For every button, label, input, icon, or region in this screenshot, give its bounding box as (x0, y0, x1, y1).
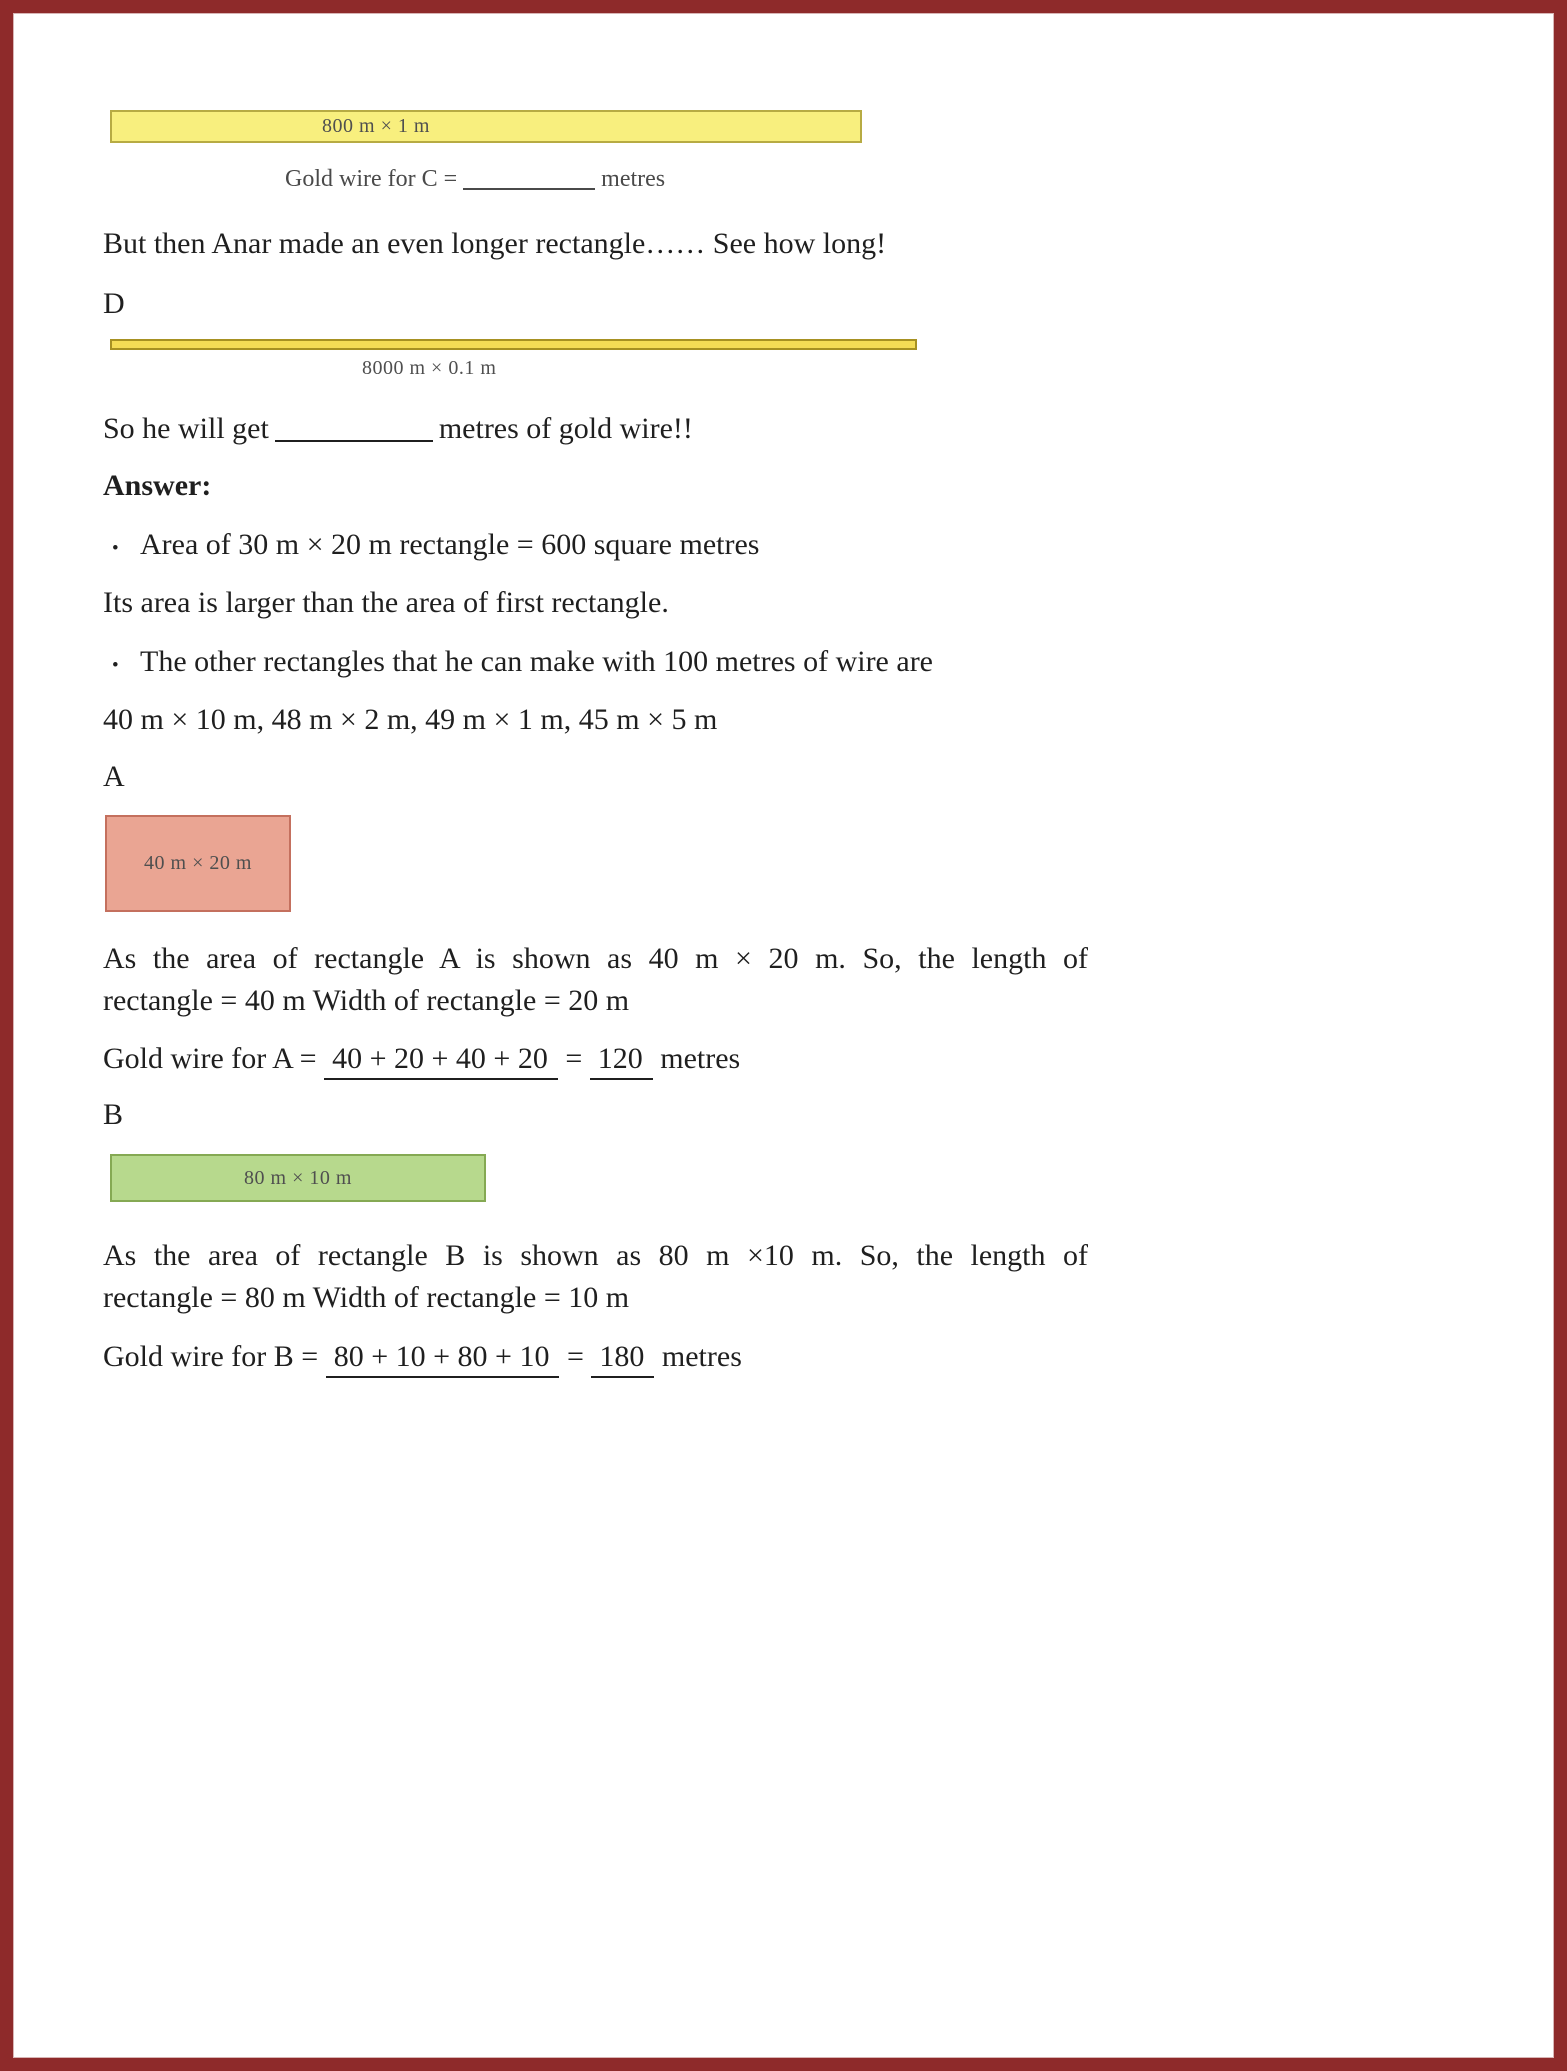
bullet-item-1 (103, 526, 1253, 564)
rectangle-b-label: 80 m × 10 m (244, 1166, 352, 1189)
bullet-icon: • (112, 538, 119, 559)
rectangle-c (110, 110, 862, 143)
gold-wire-c-suffix: metres (601, 166, 666, 192)
note-line: Its area is larger than the area of first rectangle. (103, 586, 669, 619)
paragraph-a (103, 938, 1088, 1022)
gold-wire-a-line (103, 1040, 740, 1078)
rectangle-options: 40 m × 10 m, 48 m × 2 m, 49 m × 1 m, 45 m × 5 m (103, 703, 718, 736)
gold-wire-c-prefix: Gold wire for C = (285, 166, 458, 192)
gold-wire-a-expression: 40 + 20 + 40 + 20 (324, 1042, 558, 1080)
gold-wire-b-suffix: metres (661, 1340, 742, 1373)
label-d: D (103, 287, 125, 320)
rectangle-c-label: 800 m × 1 m (322, 115, 430, 137)
paragraph-a-line2: rectangle = 40 m Width of rectangle = 20 m (103, 984, 630, 1017)
gold-wire-a-result: 120 (590, 1042, 653, 1080)
bullet-1-text: Area of 30 m × 20 m rectangle = 600 square metres (140, 528, 760, 561)
bullet-icon: • (112, 655, 119, 676)
rectangle-b (110, 1154, 486, 1202)
paragraph-a-line1: As the area of rectangle A is shown as 40 m × 20 m. So, the length of (103, 942, 1088, 975)
paragraph-b-line2: rectangle = 80 m Width of rectangle = 10 m (103, 1281, 630, 1314)
so-prefix: So he will get (103, 412, 269, 445)
gold-wire-b-line (103, 1338, 742, 1376)
label-b: B (103, 1098, 124, 1131)
paragraph-b (103, 1235, 1088, 1319)
so-suffix: metres of gold wire!! (438, 412, 693, 445)
gold-wire-a-suffix: metres (660, 1042, 741, 1075)
label-a: A (103, 760, 125, 793)
so-line (103, 408, 693, 448)
gold-wire-b-equals: = (566, 1340, 584, 1373)
answer-heading: Answer: (103, 469, 212, 502)
bullet-2-text: The other rectangles that he can make with 100 metres of wire are (140, 645, 933, 678)
paragraph-b-line1: As the area of rectangle B is shown as 80 m ×10 m. So, the length of (103, 1239, 1088, 1272)
rectangle-a-label: 40 m × 20 m (144, 852, 252, 874)
bullet-item-2 (103, 643, 1353, 681)
gold-wire-c-line (285, 162, 665, 193)
gold-wire-a-prefix: Gold wire for A = (103, 1042, 317, 1075)
blank-line (275, 412, 433, 442)
intro-line: But then Anar made an even longer rectangle…… See how long! (103, 227, 887, 260)
blank-line (463, 166, 595, 190)
rectangle-d (110, 339, 917, 350)
gold-wire-b-expression: 80 + 10 + 80 + 10 (326, 1340, 560, 1378)
rectangle-d-label: 8000 m × 0.1 m (362, 357, 497, 379)
gold-wire-a-equals: = (565, 1042, 583, 1075)
gold-wire-b-result: 180 (591, 1340, 654, 1378)
gold-wire-b-prefix: Gold wire for B = (103, 1340, 319, 1373)
rectangle-a (105, 815, 291, 912)
